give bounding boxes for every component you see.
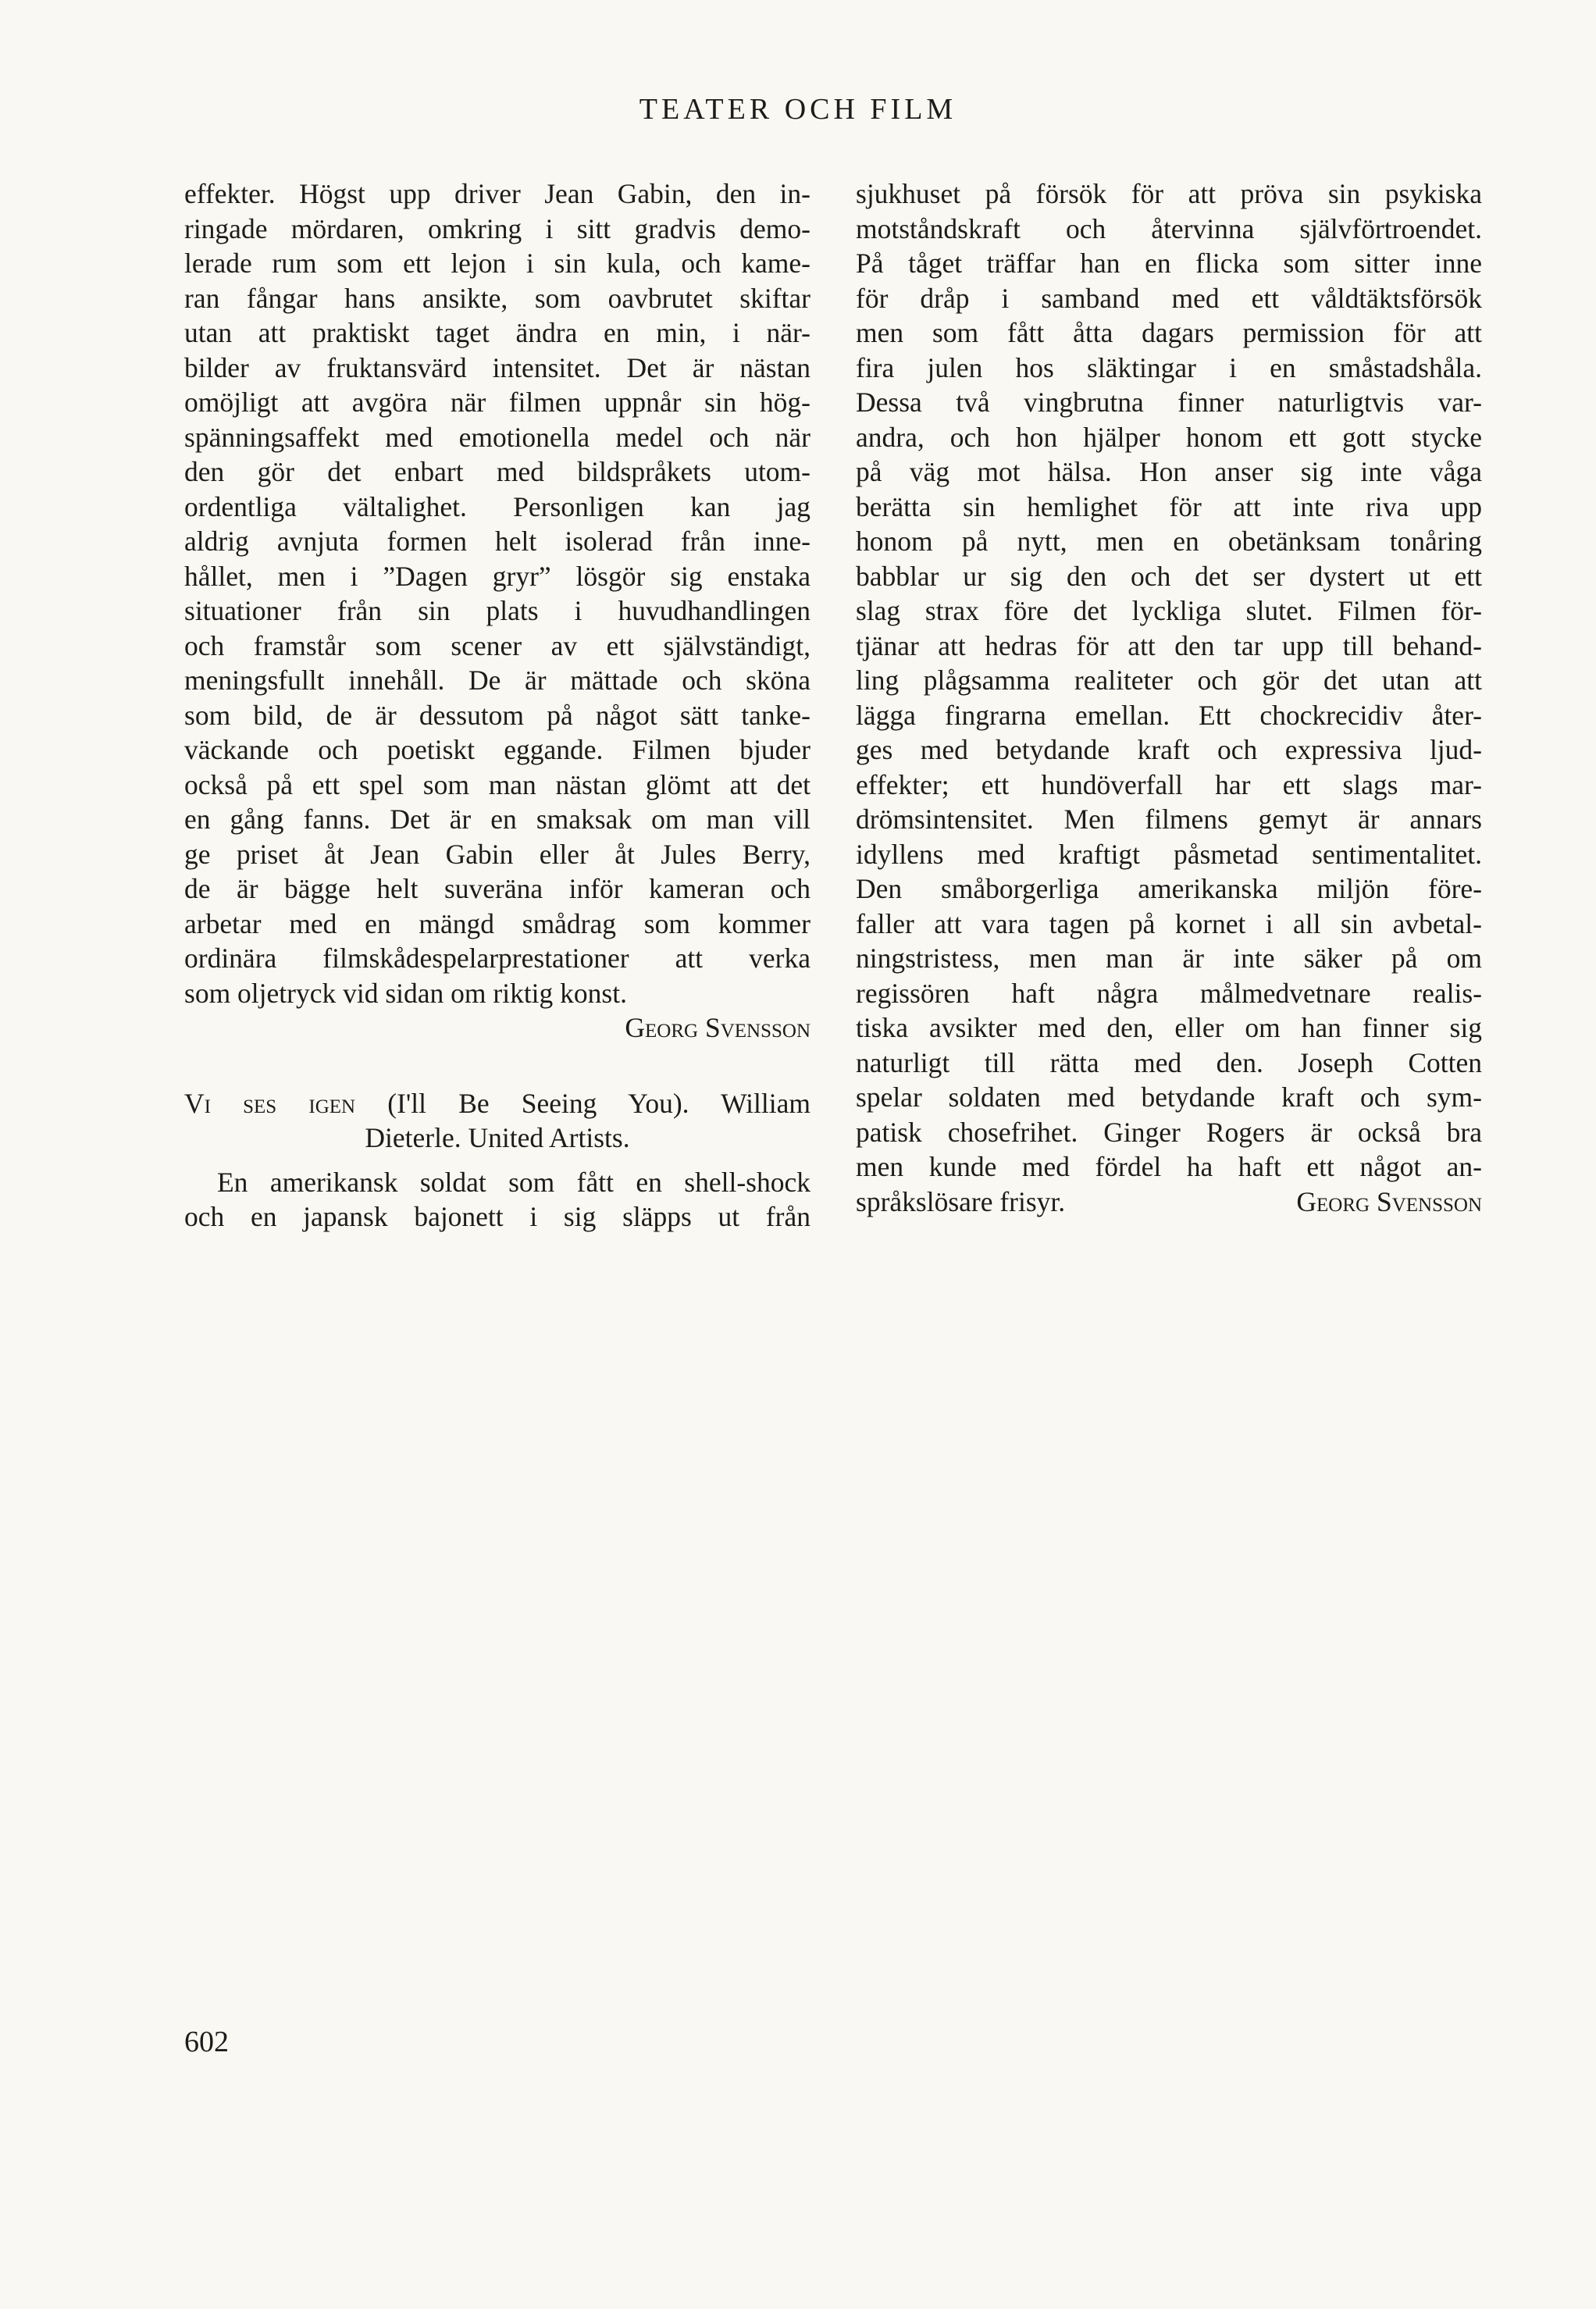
text-line: motståndskraft och återvinna självförtroendet. xyxy=(856,212,1482,244)
text-line: meningsfullt innehåll. De är mättade och sköna xyxy=(184,665,810,696)
text-line: effekter. Högst upp driver Jean Gabin, den in- xyxy=(184,178,810,209)
text-line: ordinära filmskådespelarprestationer att verka xyxy=(184,942,810,974)
text-line: patisk chosefrihet. Ginger Rogers är också bra xyxy=(856,1116,1482,1148)
closing-line xyxy=(856,1185,1482,1220)
text-line: drömsintensitet. Men filmens gemyt är annars xyxy=(856,804,1482,835)
text-line: och en japansk bajonett i sig släpps ut från xyxy=(184,1201,810,1232)
text-line: men som fått åtta dagars permission för att xyxy=(856,317,1482,348)
text-line: som oljetryck vid sidan om riktig konst. xyxy=(184,977,627,1009)
text-line: slag strax före det lyckliga slutet. Filmen för- xyxy=(856,595,1482,626)
text-line: Den småborgerliga amerikanska miljön före- xyxy=(856,873,1482,904)
text-line: babblar ur sig den och det ser dystert ut ett xyxy=(856,560,1482,592)
text-line: andra, och hon hjälper honom ett gott stycke xyxy=(856,421,1482,453)
text-line: På tåget träffar han en flicka som sitter inne xyxy=(856,248,1482,279)
text-line: faller att vara tagen på kornet i all sin avbetal- xyxy=(856,907,1482,939)
text-line: lägga fingrarna emellan. Ett chockrecidiv åter- xyxy=(856,699,1482,731)
review-paragraph-vi-ses-igen-cont xyxy=(856,176,1482,1185)
review-paragraph-dagen-gryr xyxy=(184,176,810,1010)
text-line: bilder av fruktansvärd intensitet. Det är nästan xyxy=(184,351,810,383)
text-line: effekter; ett hundöverfall har ett slags mar- xyxy=(856,768,1482,800)
text-line: regissören haft några målmedvetnare realis- xyxy=(856,977,1482,1009)
review-heading-details-line2: Dieterle. United Artists. xyxy=(365,1122,630,1153)
text-line: hållet, men i ”Dagen gryr” lösgör sig enstaka xyxy=(184,560,810,592)
text-line: tiska avsikter med den, eller om han finner sig xyxy=(856,1012,1482,1043)
review-heading-vi-ses-igen xyxy=(184,1086,810,1156)
text-line: ningstristess, men man är inte säker på om xyxy=(856,942,1482,974)
text-line: på väg mot hälsa. Hon anser sig inte våga xyxy=(856,456,1482,487)
text-line: arbetar med en mängd smådrag som kommer xyxy=(184,907,810,939)
text-line: En amerikansk soldat som fått en shell-shock xyxy=(217,1166,810,1198)
text-line: och framstår som scener av ett självständigt, xyxy=(184,629,810,661)
text-line: ordentliga vältalighet. Personligen kan jag xyxy=(184,490,810,522)
text-line: spelar soldaten med betydande kraft och sym- xyxy=(856,1081,1482,1113)
text-line: Dessa två vingbrutna finner naturligtvis var- xyxy=(856,387,1482,418)
text-line: spänningsaffekt med emotionella medel och när xyxy=(184,421,810,453)
text-line: de är bägge helt suveräna inför kameran och xyxy=(184,873,810,904)
text-line: aldrig avnjuta formen helt isolerad från inne- xyxy=(184,526,810,557)
text-line: idyllens med kraftigt påsmetad sentimentalitet. xyxy=(856,838,1482,870)
text-line: omöjligt att avgöra när filmen uppnår sin hög- xyxy=(184,387,810,418)
text-line: också på ett spel som man nästan glömt att det xyxy=(184,768,810,800)
review-title: Vi ses igen xyxy=(184,1087,356,1119)
text-line: fira julen hos släktingar i en småstadshåla. xyxy=(856,351,1482,383)
text-line: som bild, de är dessutom på något sätt tanke- xyxy=(184,699,810,731)
text-line: situationer från sin plats i huvudhandlingen xyxy=(184,595,810,626)
text-line: lerade rum som ett lejon i sin kula, och kame- xyxy=(184,248,810,279)
running-header: TEATER OCH FILM xyxy=(639,93,957,126)
text-line: men kunde med fördel ha haft ett något an- xyxy=(856,1151,1482,1182)
review-paragraph-vi-ses-igen-start xyxy=(184,1165,810,1235)
signature-georg-svensson-1: Georg Svensson xyxy=(625,1012,810,1043)
text-line: honom på nytt, men en obetänksam tonåring xyxy=(856,526,1482,557)
text-line: ling plågsamma realiteter och gör det utan att xyxy=(856,665,1482,696)
left-column xyxy=(184,176,810,1235)
text-line: utan att praktiskt taget ändra en min, i när- xyxy=(184,317,810,348)
page-number: 602 xyxy=(184,2026,229,2058)
text-line: den gör det enbart med bildspråkets utom- xyxy=(184,456,810,487)
closing-text: språkslösare frisyr. xyxy=(856,1185,1066,1217)
text-line: tjänar att hedras för att den tar upp till behand- xyxy=(856,629,1482,661)
text-line: ran fångar hans ansikte, som oavbrutet skiftar xyxy=(184,282,810,314)
text-line: sjukhuset på försök för att pröva sin psykiska xyxy=(856,178,1482,209)
review-heading-details: (I'll Be Seeing You). William xyxy=(387,1087,810,1119)
text-line: naturligt till rätta med den. Joseph Cotten xyxy=(856,1046,1482,1078)
text-line: ge priset åt Jean Gabin eller åt Jules Berry, xyxy=(184,838,810,870)
text-line: ringade mördaren, omkring i sitt gradvis demo- xyxy=(184,212,810,244)
signature-georg-svensson-2: Georg Svensson xyxy=(1296,1185,1482,1217)
text-line: ges med betydande kraft och expressiva ljud- xyxy=(856,734,1482,765)
text-line: för dråp i samband med ett våldtäktsförsök xyxy=(856,282,1482,314)
text-line: väckande och poetiskt eggande. Filmen bjuder xyxy=(184,734,810,765)
text-line: en gång fanns. Det är en smaksak om man vill xyxy=(184,804,810,835)
text-line: berätta sin hemlighet för att inte riva upp xyxy=(856,490,1482,522)
right-column xyxy=(856,176,1482,1219)
